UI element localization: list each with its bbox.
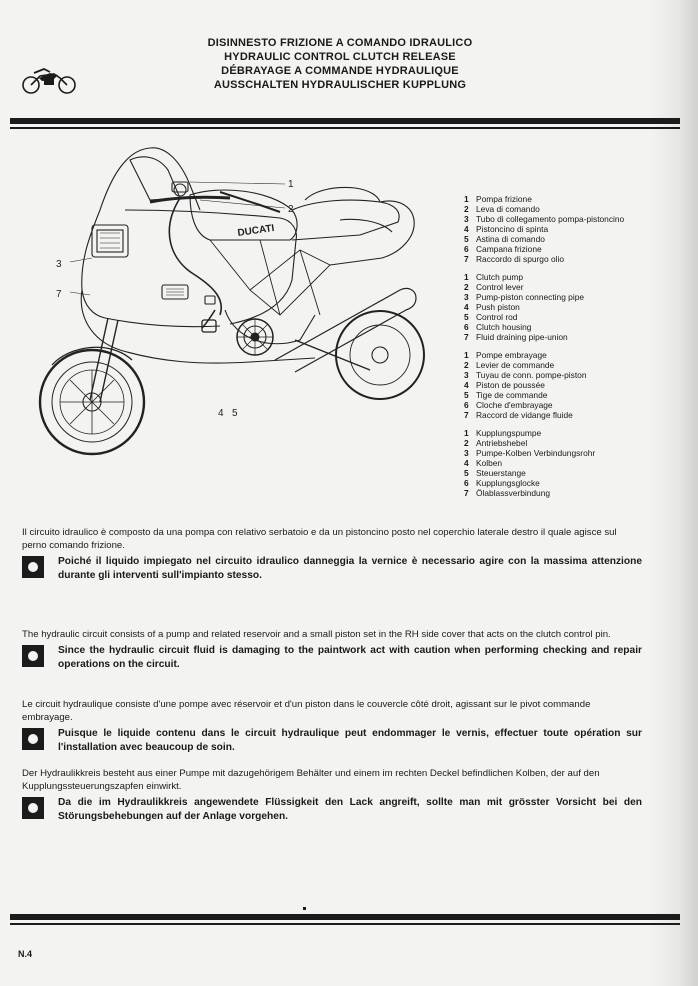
- legend-text: Tige de commande: [476, 390, 548, 400]
- legend-text: Pompe embrayage: [476, 350, 547, 360]
- legend-text: Leva di comando: [476, 204, 540, 214]
- legend-item: [464, 410, 664, 420]
- legend-item: [464, 400, 664, 410]
- legend-num: 6: [464, 244, 469, 254]
- legend-item: [464, 194, 664, 204]
- legend-text: Control rod: [476, 312, 518, 322]
- legend-group-fr: [464, 350, 664, 420]
- legend-group-en: [464, 272, 664, 342]
- legend-text: Control lever: [476, 282, 524, 292]
- legend-item: [464, 370, 664, 380]
- legend-text: Piston de poussée: [476, 380, 545, 390]
- legend-num: 7: [464, 332, 469, 342]
- legend-text: Tubo di collegamento pompa-pistoncino: [476, 214, 625, 224]
- legend-num: 2: [464, 360, 469, 370]
- warning-text-de: Da die im Hydraulikkreis angewendete Flüssigkeit den Lack angreift, sollte man mit grösster Vorsicht bei den Störungsbehebungen auf der Anlage vorgehen.: [58, 797, 642, 822]
- legend-item: [464, 254, 664, 264]
- warning-icon: [22, 645, 44, 667]
- legend-num: 3: [464, 370, 469, 380]
- callout-3: 3: [56, 259, 62, 270]
- footer-rule: [10, 914, 680, 920]
- legend-text: Astina di comando: [476, 234, 545, 244]
- legend-num: 7: [464, 488, 469, 498]
- legend-item: [464, 312, 664, 322]
- legend-num: 5: [464, 234, 469, 244]
- legend-num: 6: [464, 400, 469, 410]
- legend-text: Kupplungspumpe: [476, 428, 542, 438]
- section-de: [22, 767, 642, 824]
- legend-item: [464, 322, 664, 332]
- page-title-block: [160, 36, 520, 92]
- legend-num: 5: [464, 390, 469, 400]
- callout-7: 7: [56, 289, 62, 300]
- warning-icon: [22, 728, 44, 750]
- legend-num: 5: [464, 312, 469, 322]
- body-text-en: The hydraulic circuit consists of a pump and related reservoir and a small piston set in the RH side cover that acts on the clutch control pin.: [22, 629, 611, 640]
- legend-num: 2: [464, 282, 469, 292]
- legend-item: [464, 350, 664, 360]
- warning-icon: [22, 797, 44, 819]
- legend-num: 7: [464, 254, 469, 264]
- legend-item: [464, 244, 664, 254]
- legend-text: Pump-piston connecting pipe: [476, 292, 585, 302]
- legend-text: Steuerstange: [476, 468, 526, 478]
- callout-5: 5: [232, 408, 238, 419]
- title-de: AUSSCHALTEN HYDRAULISCHER KUPPLUNG: [213, 79, 467, 91]
- warning-en: [22, 644, 642, 672]
- title-it: DISINNESTO FRIZIONE A COMANDO IDRAULICO: [207, 37, 473, 49]
- legend-item: [464, 302, 664, 312]
- legend-text: Levier de commande: [476, 360, 555, 370]
- callout-1: 1: [288, 179, 294, 190]
- legend-item: [464, 380, 664, 390]
- header-rule: [10, 118, 680, 124]
- legend-item: [464, 488, 664, 498]
- legend-num: 1: [464, 194, 469, 204]
- callout-4: 4: [218, 408, 224, 419]
- legend-item: [464, 448, 664, 458]
- legend-num: 2: [464, 438, 469, 448]
- footer-rule-thin: [10, 923, 680, 925]
- legend-item: [464, 458, 664, 468]
- legend-text: Pompa frizione: [476, 194, 532, 204]
- legend-item: [464, 224, 664, 234]
- legend-num: 3: [464, 292, 469, 302]
- legend-num: 4: [464, 302, 469, 312]
- legend-item: [464, 272, 664, 282]
- body-text-de: Der Hydraulikkreis besteht aus einer Pumpe mit dazugehörigem Behälter und einem im rechten Deckel befindlichen Kolben, der auf den Kupplungssteuerungszapfen einwirkt.: [22, 768, 600, 792]
- legend-item: [464, 214, 664, 224]
- legend-text: Antriebshebel: [476, 438, 528, 448]
- legend-item: [464, 438, 664, 448]
- legend-num: 1: [464, 272, 469, 282]
- legend-text: Raccord de vidange fluide: [476, 410, 573, 420]
- legend-num: 6: [464, 478, 469, 488]
- legend-text: Pumpe-Kolben Verbindungsrohr: [476, 448, 596, 458]
- legend-num: 3: [464, 214, 469, 224]
- legend-item: [464, 292, 664, 302]
- legend-text: Tuyau de conn. pompe-piston: [476, 370, 587, 380]
- motorcycle-logo-icon: [20, 64, 78, 94]
- legend-text: Ölablassverbindung: [476, 488, 551, 498]
- legend-text: Kolben: [476, 458, 503, 468]
- section-en: [22, 628, 642, 672]
- body-text-fr: Le circuit hydraulique consiste d'une pompe avec réservoir et d'un piston dans le couvercle côté droit, agissant sur le pivot commande embrayage.: [22, 699, 591, 723]
- legend-text: Raccordo di spurgo olio: [476, 254, 564, 264]
- title-en: HYDRAULIC CONTROL CLUTCH RELEASE: [224, 51, 456, 63]
- legend-text: Cloche d'embrayage: [476, 400, 553, 410]
- legend-item: [464, 428, 664, 438]
- warning-text-it: Poiché il liquido impiegato nel circuito idraulico danneggia la vernice è necessario agire con la massima attenzione durante gli interventi sull'impianto stesso.: [58, 556, 642, 581]
- legend-num: 4: [464, 224, 469, 234]
- legend-item: [464, 204, 664, 214]
- footer-mark: [303, 907, 306, 910]
- legend-item: [464, 390, 664, 400]
- warning-icon: [22, 556, 44, 578]
- legend-group-it: [464, 194, 664, 264]
- legend-text: Clutch pump: [476, 272, 524, 282]
- parts-legend: [464, 194, 664, 506]
- page-number: N.4: [18, 949, 33, 959]
- legend-num: 2: [464, 204, 469, 214]
- legend-item: [464, 282, 664, 292]
- legend-item: [464, 468, 664, 478]
- legend-num: 4: [464, 458, 469, 468]
- legend-item: [464, 234, 664, 244]
- section-it: [22, 526, 642, 583]
- legend-num: 5: [464, 468, 469, 478]
- legend-num: 3: [464, 448, 469, 458]
- legend-item: [464, 332, 664, 342]
- legend-item: [464, 478, 664, 488]
- legend-num: 6: [464, 322, 469, 332]
- legend-text: Pistoncino di spinta: [476, 224, 549, 234]
- motorcycle-diagram: [30, 140, 470, 480]
- header-rule-thin: [10, 127, 680, 129]
- legend-text: Push piston: [476, 302, 520, 312]
- legend-num: 1: [464, 350, 469, 360]
- warning-fr: [22, 727, 642, 755]
- legend-num: 1: [464, 428, 469, 438]
- legend-num: 7: [464, 410, 469, 420]
- title-fr: DÉBRAYAGE A COMMANDE HYDRAULIQUE: [221, 65, 459, 77]
- legend-num: 4: [464, 380, 469, 390]
- legend-text: Clutch housing: [476, 322, 532, 332]
- legend-text: Fluid draining pipe-union: [476, 332, 568, 342]
- legend-group-de: [464, 428, 664, 498]
- warning-it: [22, 555, 642, 583]
- warning-de: [22, 796, 642, 824]
- section-fr: [22, 698, 642, 755]
- warning-text-fr: Puisque le liquide contenu dans le circuit hydraulique peut endommager le vernis, effectuer toute opération sur l'installation avec beaucoup de soin.: [58, 728, 642, 753]
- warning-text-en: Since the hydraulic circuit fluid is damaging to the paintwork act with caution when performing checking and repair operations on the circuit.: [58, 645, 642, 670]
- legend-text: Kupplungsglocke: [476, 478, 540, 488]
- legend-text: Campana frizione: [476, 244, 542, 254]
- legend-item: [464, 360, 664, 370]
- fairing-brand-text: DUCATI: [236, 222, 276, 239]
- body-text-it: Il circuito idraulico è composto da una pompa con relativo serbatoio e da un pistoncino posto nel coperchio laterale destro il quale agisce sul perno comando frizione.: [22, 527, 617, 551]
- callout-2: 2: [288, 204, 294, 215]
